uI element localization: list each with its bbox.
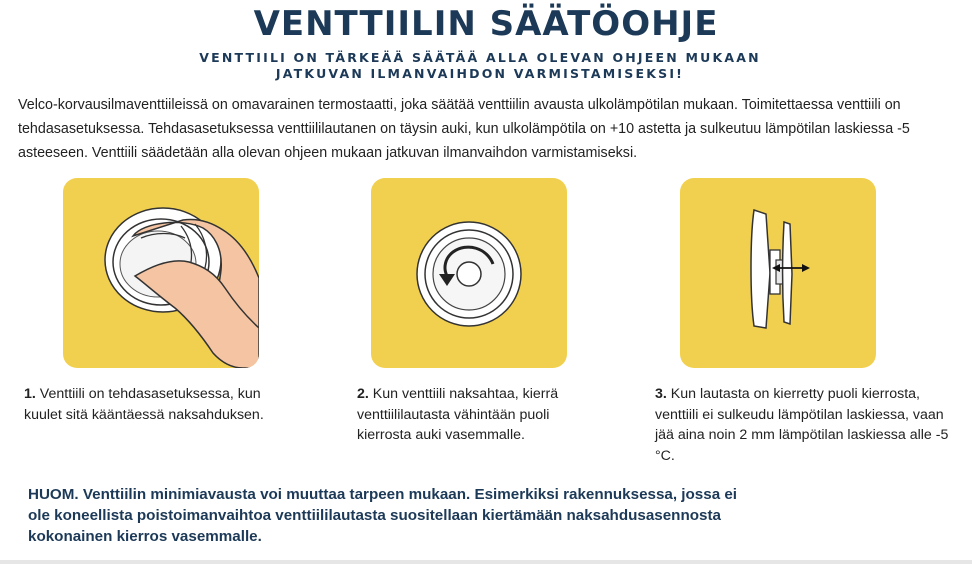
step-3-illustration (680, 178, 876, 368)
gap-arrow-icon (680, 178, 876, 368)
page-subtitle (0, 50, 960, 82)
step-1-number: 1. (24, 386, 36, 402)
step-2-text (357, 384, 607, 446)
step-3-text (655, 384, 960, 466)
note-paragraph: HUOM. Venttiilin minimiavausta voi muuttaa tarpeen mukaan. Esimerkiksi rakennuksessa, jossa ei ole koneellista poistoimanvaihtoa venttiililautasta suositellaan kiertämään naksahdusasennosta kokonainen kierros vasemmalle. (28, 486, 738, 545)
step-3-number: 3. (655, 386, 667, 402)
step-3-description: Kun lautasta on kierretty puoli kierrosta, venttiili ei sulkeudu lämpötilan laskiessa, vaan jää aina noin 2 mm lämpötilan laskiessa alle -5 °C. (655, 386, 949, 464)
hand-turning-valve-icon (63, 178, 259, 368)
step-2-number: 2. (357, 386, 369, 402)
subtitle-line-2: JATKUVAN ILMANVAIHDON VARMISTAMISEKSI! (275, 66, 685, 81)
step-2-illustration (371, 178, 567, 368)
page-title: VENTTIILIN SÄÄTÖOHJE (253, 4, 719, 44)
subtitle-line-1: VENTTIILI ON TÄRKEÄÄ SÄÄTÄÄ ALLA OLEVAN OHJEEN MUKAAN (199, 50, 761, 65)
bottom-divider (0, 560, 972, 564)
step-1-text (24, 384, 274, 425)
step-1-description: Venttiili on tehdasasetuksessa, kun kuulet sitä kääntäessä naksahduksen. (24, 386, 264, 423)
step-2-description: Kun venttiili naksahtaa, kierrä venttiililautasta vähintään puoli kierrosta auki vasemmalle. (357, 386, 559, 443)
intro-paragraph: Velco-korvausilmaventtiileissä on omavarainen termostaatti, joka säätää venttiilin avausta ulkolämpötilan mukaan. Toimitettaessa venttiili on tehdasasetuksessa. Tehdasasetuksessa venttiililautanen on täysin auki, kun ulkolämpötila on +10 astetta ja sulkeutuu lämpötilan laskiessa -5 asteeseen. Venttiili säädetään alla olevan ohjeen mukaan jatkuvan ilmanvaihdon varmistamiseksi. (18, 97, 910, 161)
step-1-illustration (63, 178, 259, 368)
rotate-left-icon (371, 178, 567, 368)
